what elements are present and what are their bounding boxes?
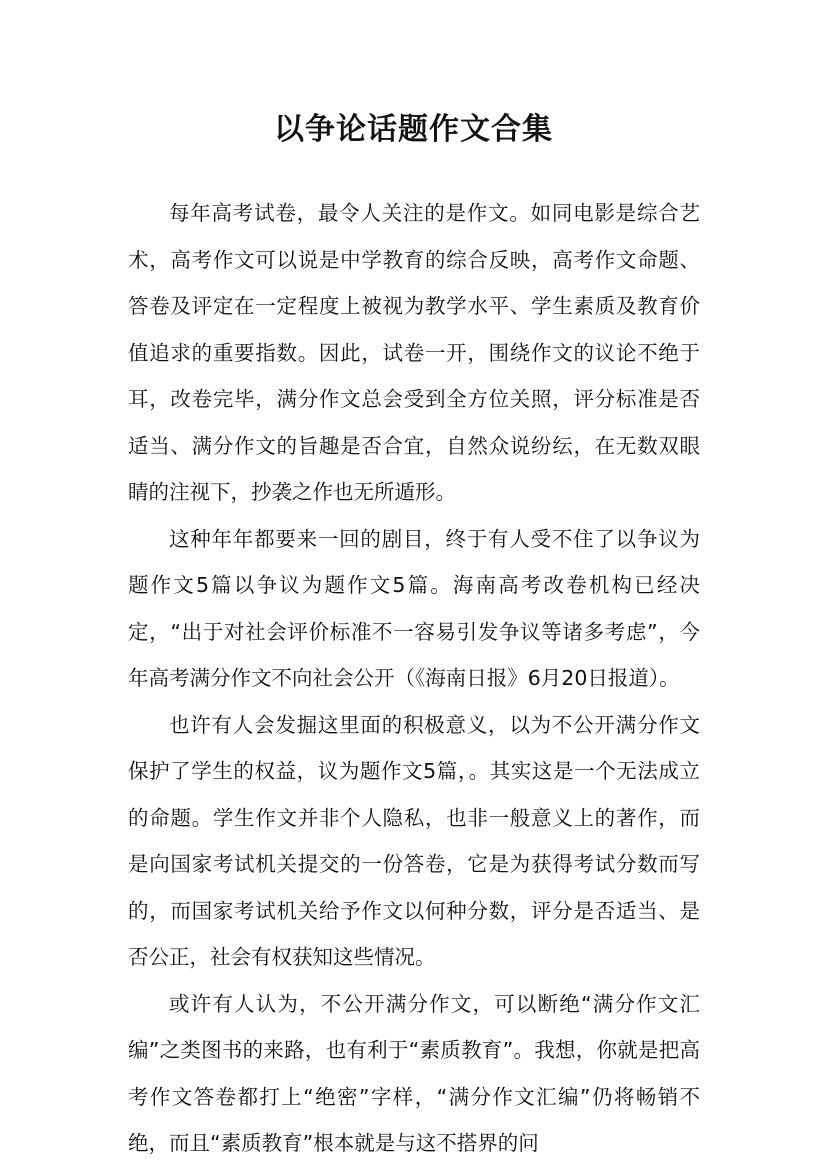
paragraph-4: 或许有人认为，不公开满分作文，可以断绝“满分作文汇编”之类图书的来路，也有利于“素质教育”。我想，你就是把高考作文答卷都打上“绝密”字样，“满分作文汇编”仍将畅销不绝，而且“素质教育”根本就是与这不搭界的问 [128, 991, 700, 1155]
document-title: 以争论话题作文合集 [274, 112, 553, 147]
paragraph-2: 这种年年都要来一回的剧目，终于有人受不住了以争议为题作文5篇以争议为题作文5篇。海南高考改卷机构已经决定，“出于对社会评价标准不一容易引发争议等诸多考虑”，今年高考满分作文不向社会公开（《海南日报》6月20日报道）。 [128, 526, 700, 690]
paragraph-3: 也许有人会发掘这里面的积极意义，以为不公开满分作文保护了学生的权益，议为题作文5篇，。其实这是一个无法成立的命题。学生作文并非个人隐私，也非一般意义上的著作，而是向国家考试机关提交的一份答卷，它是为获得考试分数而写的，而国家考试机关给予作文以何种分数，评分是否适当、是否公正，社会有权获知这些情况。 [128, 712, 700, 969]
paragraph-1: 每年高考试卷，最令人关注的是作文。如同电影是综合艺术，高考作文可以说是中学教育的综合反映，高考作文命题、答卷及评定在一定程度上被视为教学水平、学生素质及教育价值追求的重要指数。因此，试卷一开，围绕作文的议论不绝于耳，改卷完毕，满分作文总会受到全方位关照，评分标准是否适当、满分作文的旨趣是否合宜，自然众说纷纭，在无数双眼睛的注视下，抄袭之作也无所遁形。 [128, 201, 700, 504]
document-body [128, 190, 700, 1167]
